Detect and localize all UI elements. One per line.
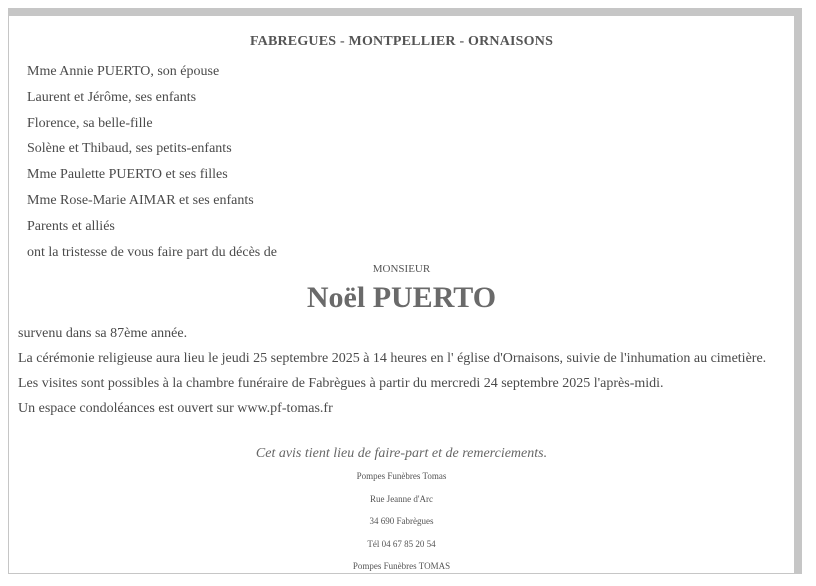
family-line: Mme Rose-Marie AIMAR et ses enfants [27, 192, 254, 208]
honorific-title: MONSIEUR [372, 263, 431, 275]
announcement-body [18, 326, 784, 426]
funeral-home-contact [9, 465, 794, 578]
family-line: Parents et alliés [27, 218, 115, 234]
family-line: Mme Paulette PUERTO et ses filles [27, 167, 228, 183]
family-line: Laurent et Jérôme, ses enfants [27, 89, 197, 105]
visits-paragraph: Les visites sont possibles à la chambre funéraire de Fabrègues à partir du mercredi 24 septembre 2025 l'après-midi. [18, 376, 664, 391]
contact-line: Tél 04 67 85 20 54 [367, 538, 436, 549]
family-line: Solène et Thibaud, ses petits-enfants [27, 141, 232, 157]
obituary-frame [8, 8, 802, 574]
family-line: Mme Annie PUERTO, son épouse [27, 64, 220, 79]
contact-line: Pompes Funèbres TOMAS [352, 561, 451, 571]
deceased-name: Noël PUERTO [306, 281, 497, 314]
location-header: FABREGUES - MONTPELLIER - ORNAISONS [249, 34, 554, 49]
contact-line: 34 690 Fabrègues [369, 516, 434, 526]
notice-text: Cet avis tient lieu de faire-part et de remerciements. [255, 446, 548, 461]
age-paragraph: survenu dans sa 87ème année. [18, 326, 188, 341]
ceremony-paragraph: La cérémonie religieuse aura lieu le jeudi 25 septembre 2025 à 14 heures en l' église d'Ornaisons, suivie de l'inhumation au cimetière. [18, 351, 767, 366]
family-line: Florence, sa belle-fille [27, 115, 153, 131]
family-list [27, 59, 277, 265]
announcement-line: ont la tristesse de vous faire part du décès de [27, 244, 277, 260]
contact-line: Rue Jeanne d'Arc [369, 493, 434, 504]
contact-line: Pompes Funèbres Tomas [356, 471, 447, 481]
condolences-paragraph: Un espace condoléances est ouvert sur www.pf-tomas.fr [18, 401, 333, 416]
